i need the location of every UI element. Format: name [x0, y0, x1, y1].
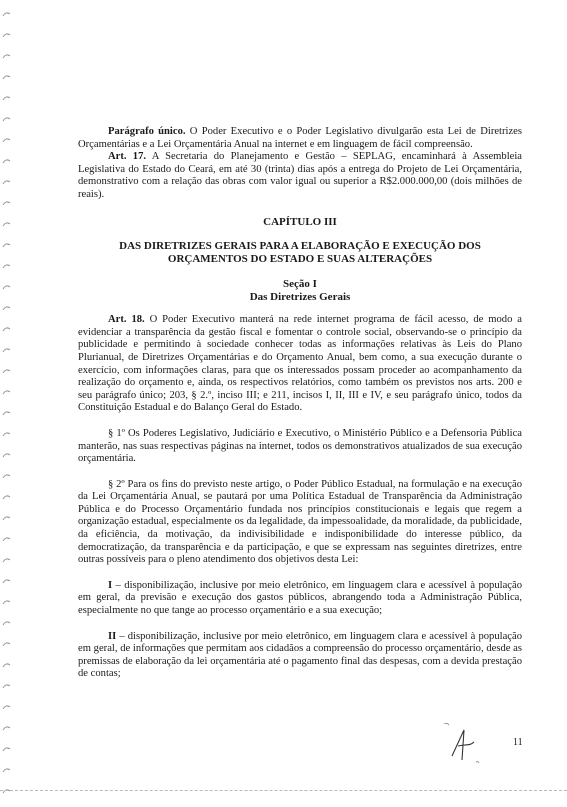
margin-mark	[3, 454, 10, 457]
margin-mark	[3, 328, 10, 331]
margin-mark	[3, 118, 10, 121]
margin-mark	[3, 727, 10, 730]
margin-mark	[3, 265, 10, 268]
section-title: Seção I	[283, 278, 317, 291]
margin-mark	[3, 55, 10, 58]
margin-mark	[3, 286, 10, 289]
margin-mark	[3, 181, 10, 184]
margin-mark	[3, 664, 10, 667]
document-body	[78, 126, 522, 681]
article-18	[78, 314, 522, 415]
margin-mark	[3, 475, 10, 478]
bottom-edge-line	[0, 790, 567, 792]
margin-mark	[3, 496, 10, 499]
margin-mark	[3, 517, 10, 520]
margin-mark	[3, 643, 10, 646]
handwritten-signature	[432, 716, 492, 770]
inciso-1-label: I	[108, 579, 113, 591]
margin-mark	[3, 391, 10, 394]
margin-mark	[3, 601, 10, 604]
article-18-label: Art. 18.	[108, 314, 145, 326]
margin-mark	[3, 244, 10, 247]
margin-mark	[3, 370, 10, 373]
section-subtitle: Das Diretrizes Gerais	[249, 291, 351, 304]
margin-mark	[3, 433, 10, 436]
margin-mark	[3, 622, 10, 625]
margin-mark	[3, 139, 10, 142]
margin-mark	[3, 307, 10, 310]
paragraph-1: § 1º Os Poderes Legislativo, Judiciário e Executivo, o Ministério Público e a Defensoria Pública manterão, nas suas respectivas páginas na internet, todos os demonstrativos atualizados de sua execução orçamentária.	[78, 427, 522, 465]
chapter-subtitle-line-1: DAS DIRETRIZES GERAIS PARA A ELABORAÇÃO E EXECUÇÃO DOS	[119, 240, 481, 253]
margin-mark	[3, 412, 10, 415]
chapter-title: CAPÍTULO III	[263, 215, 337, 228]
section-heading	[78, 278, 522, 304]
margin-mark	[3, 769, 10, 772]
paragrafo-unico-text: O Poder Executivo e o Poder Legislativo divulgarão esta Lei de Diretrizes Orçamentárias e a Lei Orçamentária Anual na internet e em linguagem de fácil compreensão.	[78, 126, 522, 150]
page-number: 11	[513, 737, 523, 748]
inciso-2-text: – disponibilização, inclusive por meio eletrônico, em linguagem clara e acessível à população em geral, de informações que permitam aos cidadãos a compreensão do processo orçamentário, desde as premissas de elaboração da lei orçamentária até o pagamento final das despesas, com a devida prestação de contas;	[78, 630, 522, 680]
inciso-1-text: – disponibilização, inclusive por meio eletrônico, em linguagem clara e acessível à população em geral, da previsão e execução dos gastos públicos, abrangendo toda a Administração Pública, especialmente no que tange ao processo orçamentário e a sua execução;	[78, 579, 522, 617]
margin-mark	[3, 223, 10, 226]
inciso-2-label: II	[108, 630, 117, 642]
margin-punch-marks	[0, 0, 24, 807]
article-17-text: A Secretaria do Planejamento e Gestão – SEPLAG, encaminhará à Assembleia Legislativa do Estado do Ceará, em até 30 (trinta) dias após a entrega do Projeto de Lei Orçamentária, demonstrativo com a relação das obras com valor igual ou superior a R$2.000.000,00 (dois milhões de reais).	[78, 151, 522, 200]
margin-mark	[3, 202, 10, 205]
margin-mark	[3, 97, 10, 100]
margin-mark	[3, 13, 10, 16]
margin-mark	[3, 685, 10, 688]
paragrafo-unico	[78, 126, 522, 151]
article-18-text: O Poder Executivo manterá na rede internet programa de fácil acesso, de modo a evidenciar a transparência da gestão fiscal e fomentar o controle social, observando-se o princípio da publicidade e permitindo à sociedade conhecer todas as informações relativas às Leis do Plano Plurianual, de Diretrizes Orçamentárias e do Orçamento Anual, bem como, a sua execução durante o exercício, com informações claras, para que os interessados possam proceder ao acompanhamento da realização do orçamento e, ainda, os respectivos relatórios, como também os previstos nos arts. 200 e seu parágrafo único; 203, § 2.º, inciso III; e 211, incisos I, II, III e IV, e seu parágrafo único, todos da Constituição Estadual e do Balanço Geral do Estado.	[78, 314, 522, 414]
margin-mark	[3, 706, 10, 709]
inciso-1	[78, 580, 522, 618]
paragrafo-unico-label: Parágrafo único.	[108, 126, 186, 137]
paragraph-2: § 2º Para os fins do previsto neste artigo, o Poder Público Estadual, na formulação e na execução da Lei Orçamentária Anual, se pautará por uma Política Estadual de Transparência da Administração Pública e do Processo Orçamentário fundada nos princípios constitucionais e legais que regem a organização estadual, especialmente os da legalidade, da impessoalidade, da moralidade, da publicidade, da eficiência, da motivação, da indivisibilidade e indisponibilidade do interesse público, da democratização, da transparência e da participação, e que se expressam nas seguintes diretrizes, entre outras possíveis para o pleno atendimento dos objetivos desta Lei:	[78, 478, 522, 566]
chapter-subtitle-line-2: ORÇAMENTOS DO ESTADO E SUAS ALTERAÇÕES	[167, 253, 433, 266]
chapter-subtitle	[78, 240, 522, 266]
margin-mark	[3, 349, 10, 352]
margin-mark	[3, 76, 10, 79]
margin-mark	[3, 160, 10, 163]
article-17	[78, 151, 522, 201]
article-17-label: Art. 17.	[108, 151, 147, 163]
margin-mark	[3, 559, 10, 562]
margin-mark	[3, 580, 10, 583]
margin-mark	[3, 34, 10, 37]
margin-mark	[3, 748, 10, 751]
margin-mark	[3, 538, 10, 541]
inciso-2	[78, 631, 522, 681]
